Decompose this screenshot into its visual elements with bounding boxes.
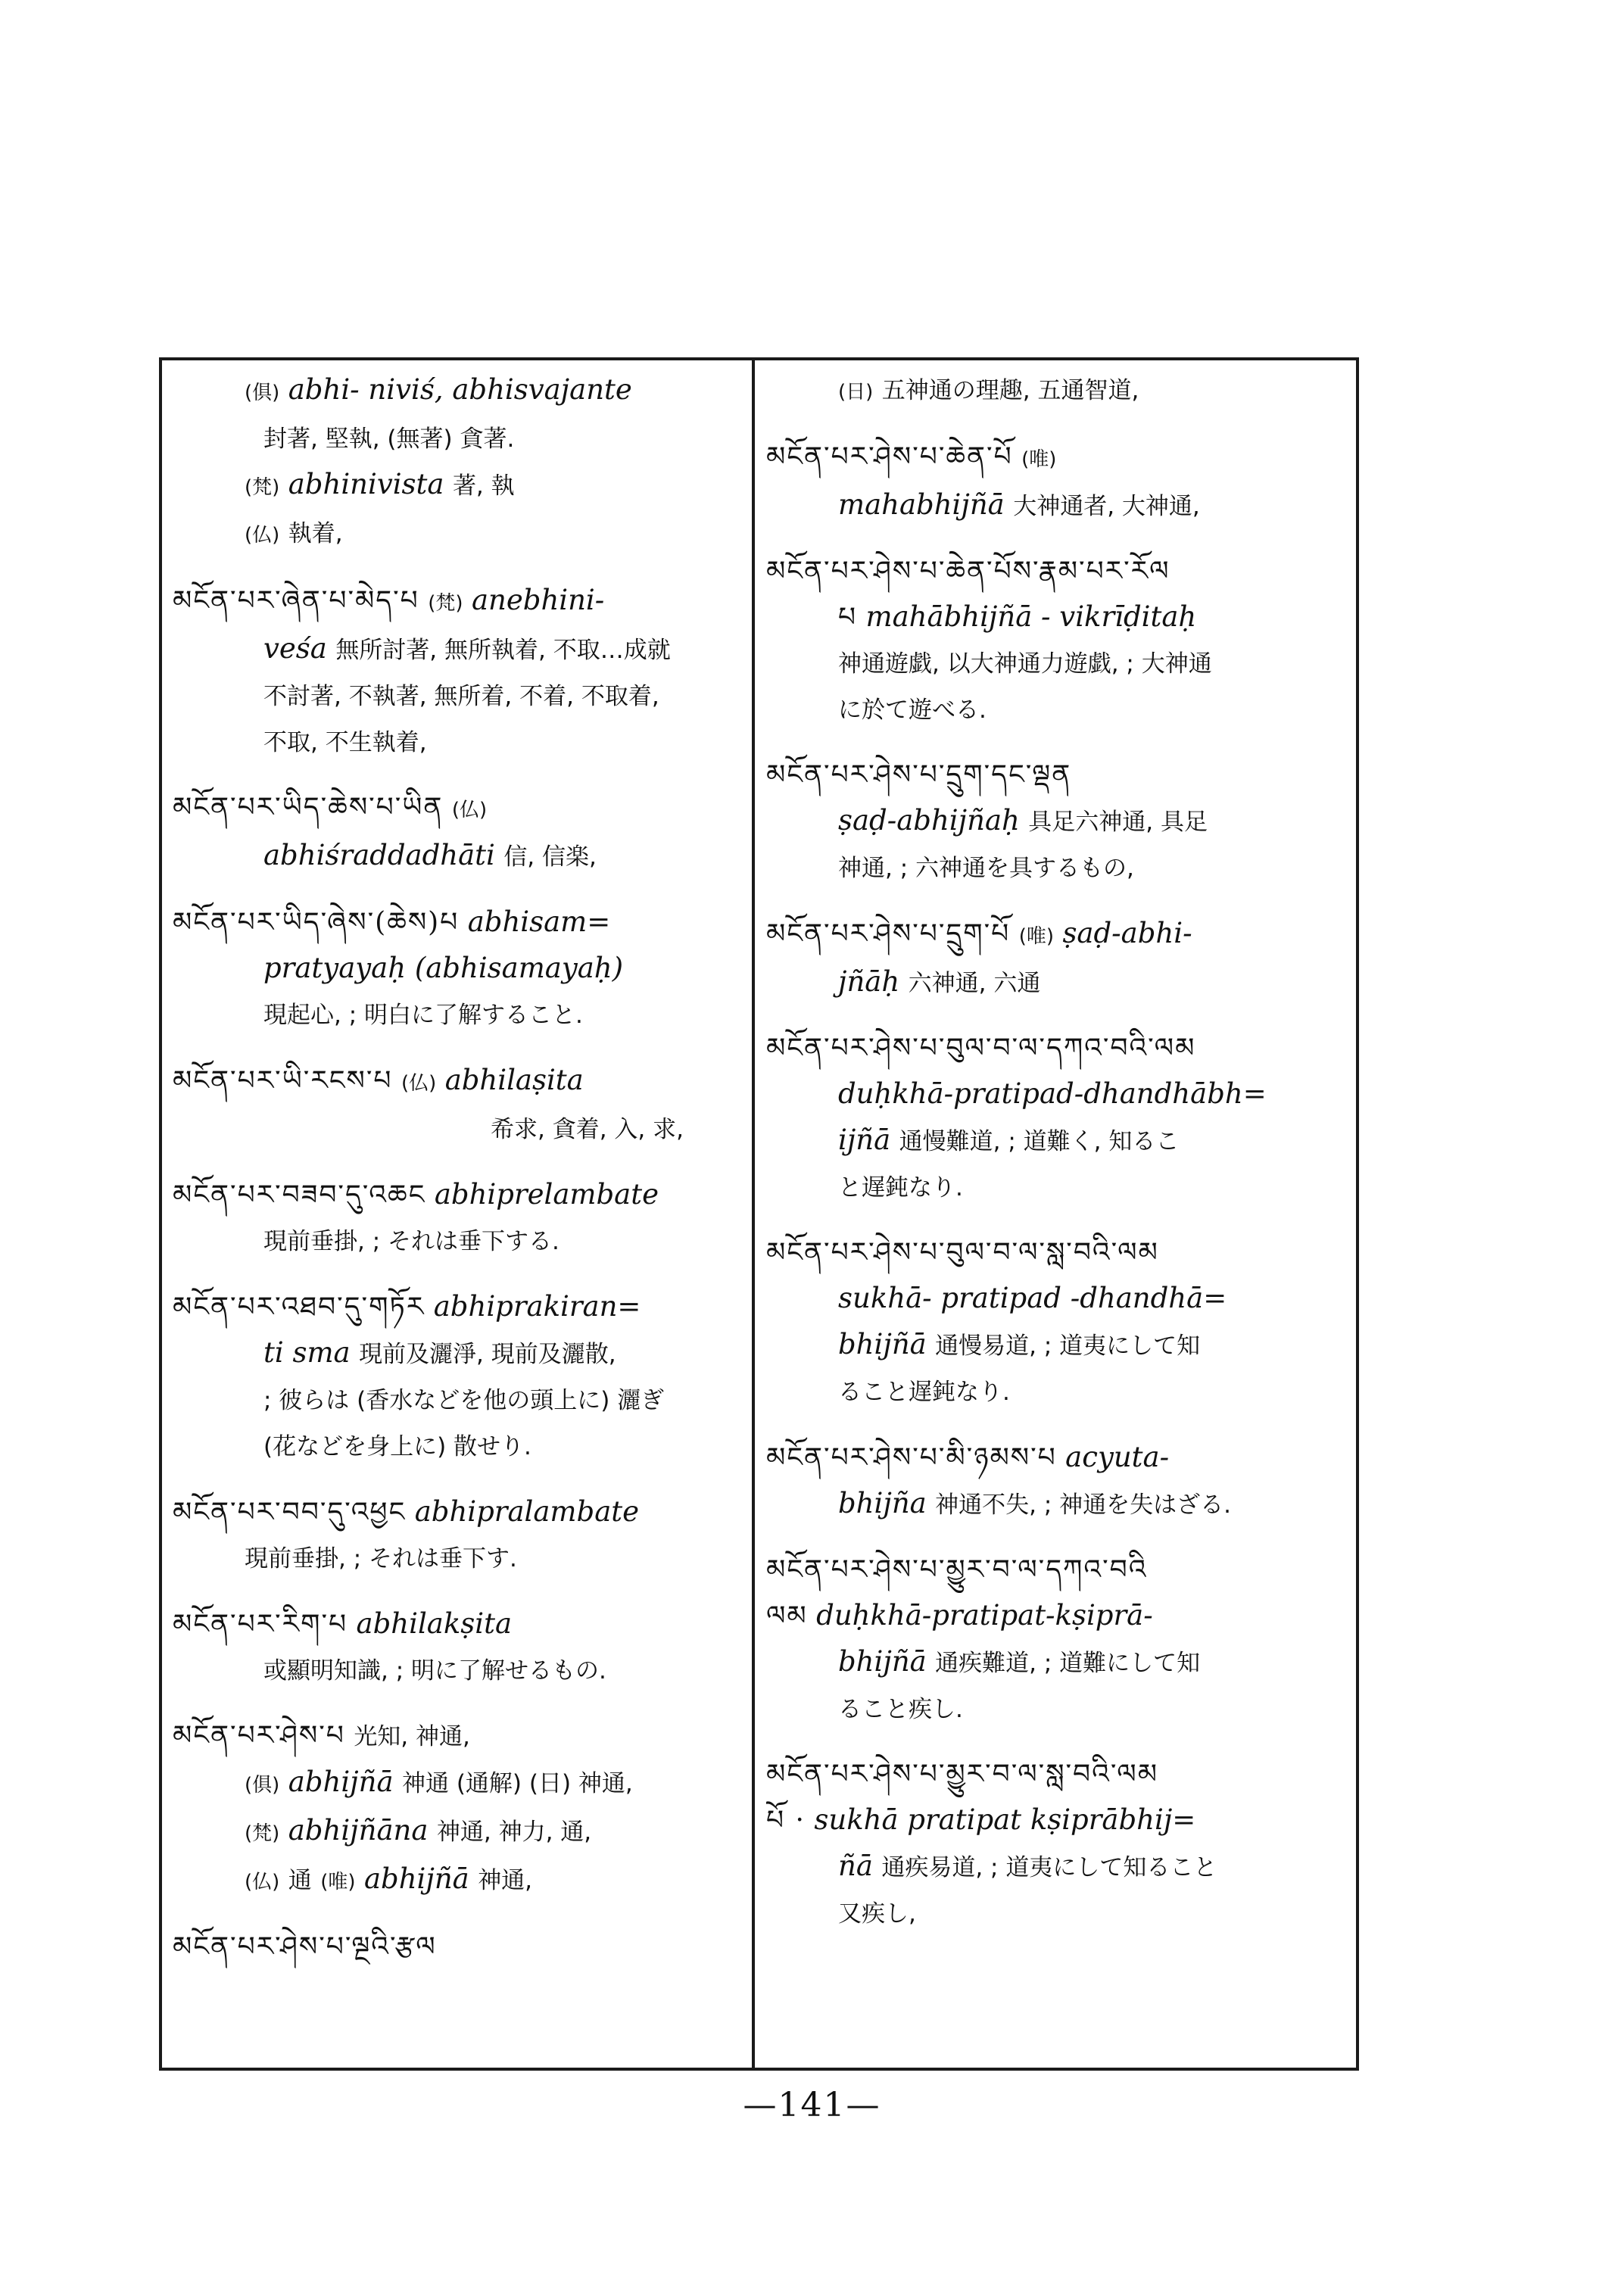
japanese-gloss: 現前及灑淨, 現前及灑散,: [359, 1341, 616, 1368]
dictionary-entry: [766, 911, 1349, 1006]
entry-line: [766, 549, 1349, 594]
sanskrit-term: duḥkhā-pratipad-dhandhābh=: [838, 1077, 1267, 1110]
japanese-gloss: 信, 信楽,: [503, 843, 597, 871]
entry-line: [173, 462, 742, 510]
entry-line: [173, 367, 742, 416]
dictionary-entry: [173, 367, 742, 558]
tibetan-headword: མངོན་པར་བབ་དུ་འཕྱང: [173, 1497, 407, 1528]
japanese-gloss: 神通, 神力, 通,: [436, 1819, 592, 1846]
japanese-gloss: 神通遊戯, 以大神通力遊戯, ; 大神通: [838, 650, 1212, 678]
source-tag: (仏): [451, 799, 488, 821]
entry-line: [766, 1276, 1349, 1322]
dictionary-entry: [173, 1713, 742, 1905]
japanese-gloss: ること疾し.: [838, 1696, 963, 1723]
sanskrit-term: abhilakṣita: [356, 1607, 513, 1640]
entry-line: [766, 1369, 1349, 1415]
sanskrit-term: ṣaḍ-abhi-: [1062, 917, 1192, 949]
sanskrit-term: bhijñā: [838, 1645, 927, 1678]
sanskrit-term: sukhā pratipat kṣiprābhij=: [814, 1803, 1196, 1836]
tibetan-headword: མངོན་པར་བཟབ་དུ་འཆང: [173, 1180, 426, 1211]
japanese-gloss: ; 彼らは (香水などを他の頭上に) 灑ぎ: [263, 1387, 665, 1414]
entry-line: [766, 1230, 1349, 1276]
japanese-gloss: 希求, 貪着, 入, 求,: [491, 1116, 684, 1143]
dictionary-entry: [173, 1058, 742, 1152]
entry-line: [766, 1164, 1349, 1211]
sanskrit-term: abhinivista: [288, 468, 444, 500]
japanese-gloss: 通疾易道, ; 道夷にして知ること: [881, 1854, 1217, 1881]
right-column: [766, 367, 1349, 2059]
tibetan-headword: མངོན་པར་འཐབ་དུ་གཏོར: [173, 1292, 425, 1323]
japanese-gloss: 無所討著, 無所執着, 不取…成就: [335, 637, 671, 664]
entry-line: [173, 510, 742, 558]
entry-line: [766, 435, 1349, 482]
entry-line: [173, 1284, 742, 1330]
entry-line: [766, 1548, 1349, 1593]
sanskrit-term: jñāḥ: [838, 965, 900, 998]
entry-line: [173, 1856, 742, 1905]
entry-line: [173, 1330, 742, 1377]
tibetan-headword: པོ ·: [766, 1805, 806, 1836]
source-tag: (梵): [245, 1822, 280, 1845]
sanskrit-term: abhiśraddadhāti: [263, 839, 495, 871]
japanese-gloss: 神通, ; 六神通を具するもの,: [838, 855, 1134, 882]
japanese-gloss: (花などを身上に) 散せり.: [263, 1433, 531, 1460]
tibetan-headword: མངོན་པར་ཡིད་ཞེས་(ཆེས)པ: [173, 907, 460, 938]
tibetan-headword: མངོན་པར་ཡིད་ཆེས་པ་ཡིན: [173, 792, 444, 823]
sanskrit-term: bhijñā: [838, 1328, 927, 1361]
sanskrit-term: bhijña: [838, 1487, 927, 1519]
tibetan-headword: མངོན་པར་ཤེས་པ: [173, 1720, 345, 1751]
dictionary-entry: [766, 753, 1349, 891]
entry-line: [173, 1423, 742, 1470]
dictionary-entry: [766, 367, 1349, 415]
sanskrit-term: abhijñāna: [288, 1814, 429, 1847]
tibetan-headword: མངོན་པར་ཤེས་པ་ཆེན་པོ: [766, 441, 1013, 472]
source-tag: (唯): [1018, 925, 1054, 948]
japanese-gloss: 通疾難道, ; 道難にして知: [935, 1650, 1201, 1677]
sanskrit-term: mahābhijñā - vikrīḍitaḥ: [865, 600, 1197, 633]
japanese-gloss: 不取, 不生執着,: [263, 729, 427, 756]
japanese-gloss: 現起心, ; 明白に了解すること.: [263, 1002, 583, 1029]
japanese-gloss: 通: [288, 1867, 312, 1894]
entry-line: [173, 785, 742, 833]
dictionary-entry: [173, 785, 742, 880]
dictionary-entry: [173, 1601, 742, 1694]
tibetan-headword: ལམ: [766, 1601, 808, 1632]
japanese-gloss: 五神通の理趣, 五通智道,: [881, 377, 1139, 404]
entry-line: [766, 1890, 1349, 1937]
entry-line: [173, 626, 742, 673]
japanese-gloss: 神通 (通解) (日) 神通,: [401, 1770, 633, 1797]
entry-line: [173, 1808, 742, 1856]
japanese-gloss: 或顯明知識, ; 明に了解せるもの.: [263, 1657, 606, 1685]
source-tag: (日): [838, 381, 874, 404]
entry-line: [173, 1925, 742, 1970]
entry-line: [766, 1686, 1349, 1732]
dictionary-entry: [173, 899, 742, 1038]
tibetan-headword: མངོན་པར་ཤེས་པ་ལྔའི་རྩལ: [173, 1931, 437, 1962]
entry-line: [173, 899, 742, 946]
column-divider: [752, 357, 755, 2071]
dictionary-entry: [766, 1548, 1349, 1732]
entry-line: [766, 845, 1349, 891]
entry-line: [766, 753, 1349, 798]
sanskrit-term: veśa: [263, 632, 327, 665]
sanskrit-term: acyuta-: [1065, 1441, 1170, 1473]
tibetan-headword: མངོན་པར་ཤེས་པ་མྱུར་བ་ལ་དཀའ་བའི: [766, 1554, 1148, 1585]
sanskrit-term: abhilaṣita: [444, 1064, 584, 1096]
japanese-gloss: 不討著, 不執著, 無所着, 不着, 不取着,: [263, 683, 659, 710]
japanese-gloss: 光知, 神通,: [354, 1723, 470, 1750]
tibetan-headword: མངོན་པར་ཡི་རངས་པ: [173, 1065, 393, 1096]
sanskrit-term: abhijñā: [288, 1766, 394, 1798]
dictionary-entry: [173, 578, 742, 765]
source-tag: (仏): [401, 1072, 437, 1095]
entry-line: [766, 1844, 1349, 1890]
japanese-gloss: と遅鈍なり.: [838, 1174, 963, 1202]
entry-line: [766, 1322, 1349, 1369]
entry-line: [173, 833, 742, 880]
entry-line: [766, 1481, 1349, 1528]
dictionary-entry: [766, 1026, 1349, 1211]
japanese-gloss: 大神通者, 大神通,: [1013, 493, 1200, 520]
source-tag: (仏): [245, 1871, 280, 1893]
entry-line: [173, 673, 742, 719]
japanese-gloss: 通慢難道, ; 道難く, 知るこ: [899, 1128, 1180, 1155]
dictionary-entry: [766, 549, 1349, 733]
entry-line: [173, 946, 742, 992]
entry-line: [173, 719, 742, 765]
dictionary-entry: [766, 1752, 1349, 1937]
sanskrit-term: abhisam=: [467, 905, 611, 938]
entry-line: [766, 798, 1349, 845]
source-tag: (唯): [320, 1871, 356, 1893]
japanese-gloss: 現前垂掛, ; それは垂下する.: [263, 1228, 560, 1255]
entry-line: [766, 482, 1349, 529]
source-tag: (仏): [245, 524, 280, 547]
source-tag: (俱): [245, 1774, 280, 1797]
japanese-gloss: 現前垂掛, ; それは垂下す.: [245, 1545, 517, 1572]
tibetan-headword: མངོན་པར་རིག་པ: [173, 1609, 348, 1640]
entry-line: [766, 687, 1349, 733]
sanskrit-term: mahabhijñā: [838, 488, 1005, 521]
dictionary-entry: [766, 1435, 1349, 1528]
tibetan-headword: མངོན་པར་ཤེས་པ་མྱུར་བ་ལ་སླ་བའི་ལམ: [766, 1759, 1158, 1790]
sanskrit-term: abhipralambate: [414, 1495, 640, 1528]
japanese-gloss: 神通不失, ; 神通を失はざる.: [935, 1491, 1232, 1519]
japanese-gloss: 通慢易道, ; 道夷にして知: [935, 1332, 1201, 1360]
japanese-gloss: 又疾し,: [838, 1900, 916, 1928]
sanskrit-term: abhijñā: [363, 1862, 469, 1895]
entry-line: [766, 911, 1349, 959]
dictionary-entry: [766, 1230, 1349, 1415]
entry-line: [766, 959, 1349, 1006]
dictionary-entry: [173, 1284, 742, 1470]
entry-line: [173, 1058, 742, 1106]
dictionary-entry: [173, 1172, 742, 1264]
sanskrit-term: ñā: [838, 1850, 873, 1882]
entry-line: [173, 1489, 742, 1535]
sanskrit-term: anebhini-: [471, 584, 605, 616]
entry-line: [766, 367, 1349, 415]
tibetan-headword: མངོན་པར་ཤེས་པ་དྲུག་དང་ལྡན: [766, 759, 1072, 790]
japanese-gloss: ること遅鈍なり.: [838, 1379, 1010, 1406]
entry-line: [173, 1218, 742, 1264]
tibetan-headword: པ: [838, 602, 858, 633]
entry-line: [766, 1071, 1349, 1117]
entry-line: [173, 1172, 742, 1218]
entry-line: [766, 594, 1349, 641]
sanskrit-term: pratyayaḥ (abhisamayaḥ): [263, 952, 624, 984]
sanskrit-term: ṣaḍ-abhijñaḥ: [838, 804, 1020, 837]
tibetan-headword: མངོན་པར་ཤེས་པ་བུལ་བ་ལ་སླ་བའི་ལམ: [766, 1237, 1159, 1268]
entry-line: [766, 641, 1349, 687]
entry-line: [766, 1117, 1349, 1164]
sanskrit-term: abhiprakiran=: [433, 1290, 641, 1323]
japanese-gloss: に於て遊べる.: [838, 697, 987, 724]
entry-line: [173, 1759, 742, 1808]
page-number: —141—: [743, 2086, 881, 2124]
sanskrit-term: sukhā- pratipad -dhandhā=: [838, 1282, 1227, 1314]
source-tag: (梵): [428, 592, 463, 615]
dictionary-entry: [173, 1489, 742, 1582]
tibetan-headword: མངོན་པར་ཤེས་པ་མི་ཉམས་པ: [766, 1442, 1057, 1473]
entry-line: [173, 1713, 742, 1759]
entry-line: [173, 416, 742, 462]
entry-line: [173, 1377, 742, 1423]
japanese-gloss: 執着,: [288, 520, 343, 547]
tibetan-headword: མངོན་པར་ཤེས་པ་ཆེན་པོས་རྣམ་པར་རོལ: [766, 556, 1170, 587]
japanese-gloss: 六神通, 六通: [908, 970, 1041, 997]
entry-line: [173, 578, 742, 626]
entry-line: [173, 992, 742, 1038]
entry-line: [766, 1797, 1349, 1844]
entry-line: [766, 1639, 1349, 1686]
entry-line: [173, 1535, 742, 1582]
japanese-gloss: 封著, 堅執, (無著) 貪著.: [263, 425, 515, 453]
tibetan-headword: མངོན་པར་ཤེས་པ་བུལ་བ་ལ་དཀའ་བའི་ལམ: [766, 1033, 1196, 1064]
entry-line: [173, 1601, 742, 1647]
entry-line: [173, 1647, 742, 1694]
entry-line: [766, 1026, 1349, 1071]
japanese-gloss: 著, 執: [452, 472, 515, 500]
dictionary-entry: [766, 435, 1349, 529]
sanskrit-term: abhiprelambate: [434, 1178, 659, 1211]
source-tag: (俱): [245, 382, 280, 404]
entry-line: [173, 1106, 742, 1152]
dictionary-entry: [173, 1925, 742, 1970]
tibetan-headword: མངོན་པར་ཤེས་པ་དྲུག་པོ: [766, 918, 1011, 949]
entry-line: [766, 1593, 1349, 1639]
source-tag: (唯): [1021, 448, 1057, 471]
entry-line: [766, 1752, 1349, 1797]
sanskrit-term: ijñā: [838, 1124, 891, 1156]
left-column: [173, 367, 742, 2059]
sanskrit-term: ti sma: [263, 1336, 351, 1369]
japanese-gloss: 具足六神通, 具足: [1028, 809, 1208, 836]
japanese-gloss: 神通,: [478, 1867, 533, 1894]
sanskrit-term: abhi- niviś, abhisvajante: [288, 373, 632, 406]
source-tag: (梵): [245, 476, 280, 499]
entry-line: [766, 1435, 1349, 1481]
sanskrit-term: duḥkhā-pratipat-kṣiprā-: [816, 1599, 1153, 1632]
tibetan-headword: མངོན་པར་ཞེན་པ་མེད་པ: [173, 585, 419, 616]
